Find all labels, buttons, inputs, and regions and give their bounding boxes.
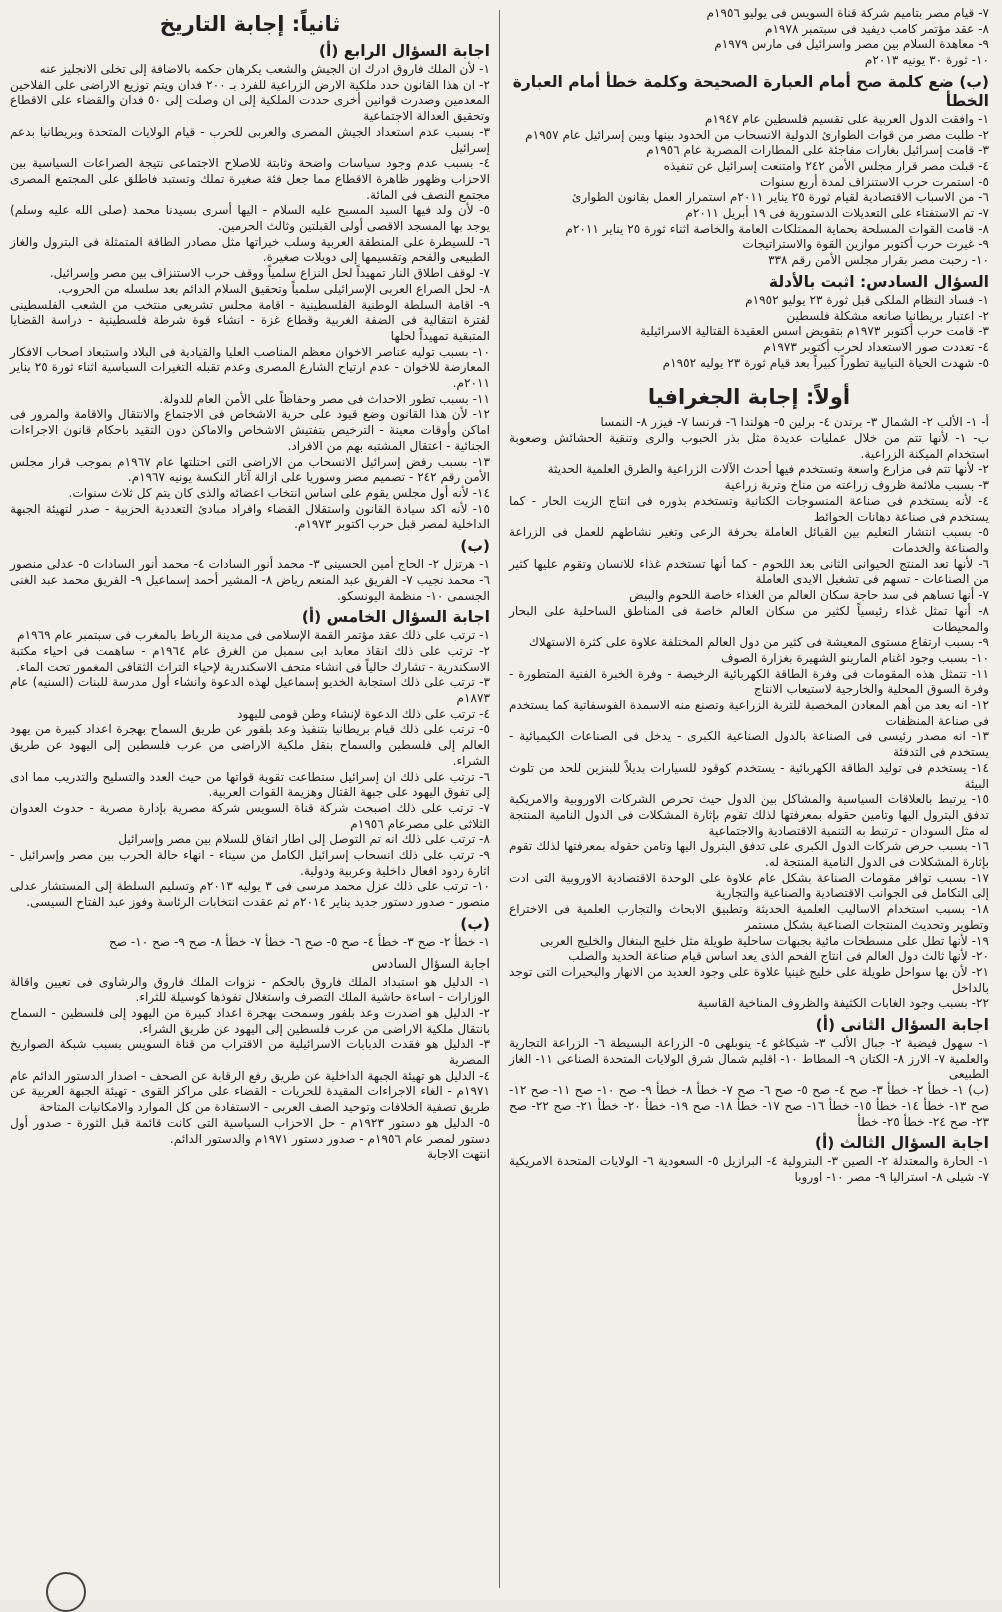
list-item: ٤- لأنه يستخدم فى صناعة المنسوجات الكتانية وتستخدم بذوره فى انتاج الزيت الحار - كما يستخدم فى صناعة دهانات الحوائط [509, 493, 989, 524]
list-item: ١٠- ثورة ٣٠ يونيه ٢٠١٣م [864, 53, 989, 68]
list-item: ١١- تتمثل هذه المقومات فى وفرة الطاقة الكهربائية الرخيصة - وفرة الخبرة الفنية المتطورة - وفرة السوق المحلية والخارجية لاستيعاب الانتاج [509, 666, 989, 697]
list-item: ١- الدليل هو استبداد الملك فاروق بالحكم - نزوات الملك فاروق والرشاوى فى تعيين واقالة الوزارات - اساءة حاشية الملك التصرف واستغلال نفوذها كوسيلة للثراء. [10, 974, 490, 1005]
list-item: ٤- تعددت صور الاستعداد لحرب أكتوبر ١٩٧٣م [763, 339, 989, 354]
list-item: ١٠- بسبب توليه عناصر الاخوان معظم المناصب العليا والقيادية فى البلاد واستبعاد اصحاب الافكار المعارضة للاخوان - عدم ارتياح الشارع المصرى وعدم تقبله التغيرات السياسية اثناء ثورة ٢٥ يناير ٢٠١١م. [10, 344, 490, 391]
list-item: ١- هرتزل ٢- الحاج أمين الحسينى ٣- محمد أنور السادات ٤- محمد أنور السادات ٥- عدلى منصور ٦- محمد نجيب ٧- الفريق عبد المنعم رياض ٨- المشير أحمد إسماعيل ٩- الفريق محمد عبد الغنى الجسمى ١٠- منظمة اليونسكو. [10, 557, 491, 603]
list-item: ٣- بسبب ملائمة ظروف زراعته من مناخ وتربة زراعية [724, 478, 989, 493]
geography-section-title: أولاً: إجابة الجغرافيا [647, 385, 851, 410]
q5b-heading: (ب) [460, 914, 490, 933]
q4-list [10, 62, 490, 533]
list-item: ٣- قامت إسرائيل بغارات مفاجئة على المطارات المصرية عام ١٩٥٦م [646, 143, 989, 158]
history-section-title: ثانياً: إجابة التاريخ [159, 12, 341, 36]
q2-list [509, 1036, 989, 1130]
list-item: ٦- من الاسباب الاقتصادية لقيام ثورة ٢٥ يناير ٢٠١١م استمرار العمل بقانون الطوارئ [571, 190, 989, 205]
list-item: أ- ١- الألب ٢- الشمال ٣- برندن ٤- برلين ٥- هولندا ٦- فرنسا ٧- فيزر ٨- النمسا [600, 415, 989, 430]
list-item: ٩- اقامة السلطة الوطنية الفلسطينية - اقامة مجلس تشريعى منتخب من الشعب الفلسطينى لفترة انتقالية فى الضفة الغربية وقطاع غزة - انشاء قوة شرطة فلسطينية - دراسة القضايا المتبقية تمهيداً لحلها [10, 297, 490, 343]
list-item: ٢- لأنها تتم فى مزارع واسعة وتستخدم فيها أحدث الآلات الزراعية والطرق العلمية الحديثة [547, 462, 989, 477]
list-item: ٣- بسبب عدم استعداد الجيش المصرى والعربى للحرب - قيام الولايات المتحدة وبريطانيا بدعم إسرائيل [10, 124, 490, 155]
list-item: ٧- تم الاستفتاء على التعديلات الدستورية فى ١٩ أبريل ٢٠١١م [685, 206, 989, 221]
page-number-circle [46, 1572, 86, 1612]
list-item: ٣- الدليل هو فقدت الدبابات الاسرائيلية من الاقتراب من قناة السويس بسبب شبكة الصواريخ المصرية [10, 1037, 490, 1068]
list-item: ٧- أنها تساهم فى سد حاجة سكان العالم من الغذاء خاصة اللحوم والبيض [629, 588, 989, 603]
right-column [503, 6, 993, 1592]
q4b-list [10, 557, 490, 604]
list-item: ٤- قبلت مصر قرار مجلس الأمن ٢٤٢ وامتنعت إسرائيل عن تنفيذه [663, 158, 989, 173]
list-item: ٤- الدليل هو تهيئة الجبهة الداخلية عن طريق رفع الرقابة عن الصحف - اصدار الدستور الدائم عام ١٩٧١م - الغاء الاجراءات المقيدة للحريات - القضاء على مراكز القوى - تهيئة الجبهة العربية عن طريق تصفية الخلافات وتوحيد الصف العربى - الاستفادة من كل الموارد والامكانيات المتاحة [10, 1068, 490, 1115]
q6-heading: السؤال السادس: اثبت بالأدلة [768, 272, 989, 291]
list-item: ٩- بسبب ارتفاع مستوى المعيشة فى كثير من دول العالم المختلفة علاوة على كثرة الاستهلاك [528, 635, 989, 650]
list-item: ٣- قامت حرب أكتوبر ١٩٧٣م بتقويض اسس العقيدة القتالية الاسرائيلية [639, 324, 989, 339]
q4-heading: اجابة السؤال الرابع (أ) [318, 42, 490, 60]
list-item: ٨- قامت القوات المسلحة بحماية الممتلكات العامة والخاصة اثناء ثورة ٢٥ يناير ٢٠١١م [565, 221, 989, 236]
list-item: ١٤- لأنه أول مجلس يقوم على اساس انتخاب اعضائه والذى كان يتم كل ثلاث سنوات. [68, 485, 490, 500]
list-item: ١٠- بسبب وجود اغنام المارينو الشهيرة بغزارة الصوف [720, 650, 989, 665]
part-b-heading: (ب) ضع كلمة صح أمام العبارة الصحيحة وكلمة خطأ أمام العبارة الخطأ [512, 72, 989, 110]
list-item: ٣- ترتب على ذلك استجابة الخديو إسماعيل لهذه الدعوة وانشاء أول مدرسة للبنات (السنيه) عام ١٨٧٣م [10, 675, 490, 706]
geography-answers-list [509, 415, 989, 1012]
list-item: ١- الحارة والمعتدلة ٢- الصين ٣- البترولية ٤- البرازيل ٥- السعودية ٦- الولايات المتحدة الامريكية ٧- شيلى ٨- استراليا ٩- مصر ١٠- اوروبا [509, 1154, 989, 1184]
list-item: (ب) ١- خطأ ٢- خطأ ٣- صح ٤- صح ٥- صح ٦- صح ٧- خطأ ٨- خطأ ٩- صح ١٠- صح ١١- صح ١٢- صح ١٣- خطأ ١٤- خطأ ١٥- خطأ ١٦- صح ١٧- خطأ ١٨- صح ١٩- خطأ ٢٠- خطأ ٢١- صح ٢٢- صح ٢٣- صح ٢٤- خطأ ٢٥- خطأ [509, 1083, 989, 1129]
list-item: ٢- ترتب على ذلك انقاذ معابد ابى سمبل من الغرق عام ١٩٦٤م - ساهمت فى احياء مكتبة الاسكندرية - تشارك حالياً فى انشاء متحف الاسكندرية لإحياء التراث الثقافى المغمور تحت الماء. [10, 643, 490, 674]
list-item: ١٢- انه يعد من أهم المعادن المخصبة للتربة الزراعية وتصنع منه الاسمدة الفوسفاتية كما يستخدم فى صناعة المنظفات [509, 698, 989, 728]
list-item: ٨- لحل الصراع العربى الإسرائيلى سلمياً وتحقيق السلام الدائم بعد سلسله من الحروب. [57, 281, 490, 296]
list-item: ١٠- رحبت مصر بقرار مجلس الأمن رقم ٣٣٨ [768, 253, 989, 268]
list-item: ٧- لوقف اطلاق النار تمهيداً لحل النزاع سلمياً ووقف حرب الاستنزاف بين مصر وإسرائيل. [49, 266, 490, 281]
list-item: ٤- ترتب على ذلك الدعوة لإنشاء وطن قومى لليهود [237, 706, 490, 721]
top-items-list [509, 6, 989, 69]
list-item: ٧- ترتب على ذلك اصبحت شركة قناة السويس شركة مصرية بإدارة مصرية - حدوث العدوان الثلاثى على مصرعام ١٩٥٦م [10, 800, 490, 831]
list-item: ٩- ترتب على ذلك انسحاب إسرائيل الكامل من سيناء - انهاء حالة الحرب بين مصر وإسرائيل - اثارة ردود افعال داخلية وعربية ودولية. [10, 848, 490, 878]
left-column [6, 6, 496, 1592]
list-item: ١- وافقت الدول العربية على تقسيم فلسطين عام ١٩٤٧م [704, 111, 989, 126]
list-item: ٤- بسبب عدم وجود سياسات واضحة وثابتة للاصلاح الاجتماعى نتيجة الصراعات السياسية بين الاحزاب وظهور ظاهرة الاقطاع مما جعل فئة صغيرة تملك وتستبد فاطلق على المجتمع المصرى مجتمع النصف فى المائة. [10, 156, 490, 202]
list-item: ٥- ترتب على ذلك قيام بريطانيا بتنفيذ وعد بلفور عن طريق السماح بهجرة اعداد كبيرة من يهود العالم إلى فلسطين والسماح بنقل ملكية الاراضى من عرب فلسطين إلى اليهود عن طريق الشراء. [10, 722, 490, 768]
list-item: ١٩- لأنها تطل على مسطحات مائية بجبهات ساحلية طويلة مثل خليج البنغال والخليج العربى [540, 933, 989, 948]
list-item: ٢- طلبت مصر من قوات الطوارئ الدولية الانسحاب من الحدود بينها وبين إسرائيل عام ١٩٥٧م [525, 127, 989, 142]
list-item: ٢- ان هذا القانون حدد ملكية الارض الزراعية للفرد بـ ٢٠٠ فدان ويتم توزيع الاراضى على الفلاحين المعدمين وصدرت قوانين أخرى حددت الملكية إلى ان وصلت إلى ٥٠ فدان والقضاء على الاقطاع وتحقيق العدالة الاجتماعية [10, 77, 490, 124]
list-item: ٧- قيام مصر بتاميم شركة قناة السويس فى يوليو ١٩٥٦م [706, 6, 989, 20]
list-item: ٥- بسبب انتشار التعليم بين القبائل العاملة بحرفة الرعى وتغير نشاطهم للعمل فى الزراعة والصناعة والخدمات [509, 525, 989, 555]
list-item: ١- ترتب على ذلك عقد مؤتمر القمة الإسلامى فى مدينة الرباط بالمغرب فى سبتمبر عام ١٩٦٩م [17, 628, 490, 643]
list-item: ٦- لأنها تعد المنتج الحيوانى الثانى بعد اللحوم - كما أنها تستخدم غذاء للانسان وتقوم عليها كثير من الصناعات - تسهم فى تشغيل الايدى العاملة [509, 556, 989, 587]
list-item: ٨- ترتب على ذلك انه تم التوصل إلى اطار اتفاق للسلام بين مصر وإسرائيل [118, 832, 490, 847]
list-item: ٢٢- بسبب وجود الغابات الكثيفة والظروف المناخية القاسية [697, 996, 989, 1011]
list-item: ١- لأن الملك فاروق ادرك ان الجيش والشعب يكرهان حكمه بالاضافة إلى تخلى الانجليز عنه [39, 62, 490, 76]
list-item: ١٣- انه مصدر رئيسى فى الصناعة بالدول الصناعية الكبرى - يدخل فى الصناعات الكيميائية - يستخدم فى التدفئة [509, 729, 989, 760]
list-item: ١١- بسبب تطور الاحداث فى مصر وحفاظاً على الأمن العام للدولة. [159, 391, 490, 406]
end-note: انتهت الاجابة [427, 1147, 490, 1162]
list-item: ٦- للسيطرة على المنطقة العربية وسلب خيراتها مثل مصادر الطاقة المتمثلة فى البترول والغاز الطبيعى والفحم وتقسيمها إلى دويلات صغيرة. [10, 234, 490, 265]
list-item: ١٣- بسبب رفض إسرائيل الانسحاب من الاراضى التى احتلتها عام ١٩٦٧م بموجب قرار مجلس الأمن رقم ٢٤٢ - تصميم مصر وسوريا على ازالة آثار النكسة يونيه ١٩٦٧م. [10, 454, 490, 485]
list-item: ٥- شهدت الحياة النيابية تطوراً كبيراً بعد قيام ثورة ٢٣ يوليه ١٩٥٢م [662, 355, 989, 370]
q5b-list [10, 935, 490, 951]
part-b-list [509, 112, 989, 269]
list-item: ٥- الدليل هو دستور ١٩٢٣م - حل الاحزاب السياسية التى كانت قائمة قبل الثورة - صدور أول دستور لمصر عام ١٩٥٦م - صدور دستور ١٩٧١م والدستور الدائم. [10, 1115, 491, 1146]
list-item: ب- ١- لأنها تتم من خلال عمليات عديدة مثل بذر الحبوب والرى وتنقية الحشائش وصعوبة استخدام الميكنة الزراعية. [509, 431, 990, 461]
column-divider [499, 10, 500, 1588]
q6-answers-list [10, 975, 490, 1148]
list-item: ١٤- يستخدم فى توليد الطاقة الكهربائية - يستخدم كوقود للسيارات بديلاً للبنزين للحد من تلوث البيئة [509, 760, 989, 791]
q5-list [10, 628, 490, 911]
list-item: ٢- الدليل هو اصدرت وعد بلفور وسمحت بهجرة اعداد كبيرة من اليهود إلى فلسطين - السماح بانتقال ملكية الاراضى من عرب فلسطين إلى اليهود عن طريق الشراء. [10, 1005, 490, 1036]
list-item: ٦- ترتب على ذلك ان إسرائيل ستطاعت تقوية قواتها من حيث العدد والتسليح والتدريب مما ادى إلى تفوق اليهود على جبهة القتال وهزيمة القوات العربية. [10, 769, 490, 800]
q3-list [509, 1154, 989, 1185]
list-item: ١- خطأ ٢- صح ٣- خطأ ٤- صح ٥- صح ٦- خطأ ٧- خطأ ٨- صح ٩- صح ١٠- صح [108, 934, 490, 949]
list-item: ٩- معاهدة السلام بين مصر واسرائيل فى مارس ١٩٧٩م [714, 37, 989, 52]
list-item: ٨- أنها تمثل غذاء رئيسياً لكثير من سكان العالم خاصة فى المناطق الساحلية على البحار والمحيطات [509, 603, 989, 634]
list-item: ٩- غيرت حرب أكتوبر موازين القوة والاستراتيجات [742, 237, 989, 252]
list-item: ١٦- بسبب حرص شركات الدول الكبرى على تدفق البترول اليها وتامن حقوله بمعرفتها لذلك تقوم بإثارة المشكلات فى الدول النامية المنتجة له. [509, 839, 989, 870]
q4b-heading: (ب) [460, 537, 490, 556]
list-item: ١٨- بسبب استخدام الاساليب العلمية الحديثة وتطبيق الابحاث والتجارب العلمية فى الاختراع وتطوير وتحديث المنتجات الصناعية بشكل مستمر [509, 902, 989, 932]
list-item: ١٧- بسبب توافر مقومات الصناعة بشكل عام علاوة على الوحدة الاقتصادية الاوروبية التى ادت إلى التكامل فى الجوانب الاقتصادية والصناعية والتجارية [509, 870, 989, 901]
list-item: ٢٠- لأنها ثالث دول العالم فى انتاج الفحم الذى يعد اساس قيام صناعة الحديد والصلب [568, 949, 989, 964]
list-item: ١٢- لأن هذا القانون وضع قيود على حرية الاشخاص فى الاجتماع والانتقال والاقامة والمرور فى اماكن وأوقات معينة - الترخيص بتفتيش الاشخاص والاماكن دون التقيد باحكام قانون الاجراءات الجنائية - اعتقال المشتبه بهم من الافراد. [10, 407, 490, 453]
list-item: ١٥- يرتبط بالعلاقات السياسية والمشاكل بين الدول حيث تحرص الشركات الاوروبية والامريكية تدفق البترول اليها وتامين حقوله بمعرفتها لذلك تقوم بإثارة المشكلات فى الدول النامية المنتجة له مثل السودان - ترتبط به التنمية الاقتصادية والاجتماعية [509, 792, 989, 838]
q2-heading: اجابة السؤال الثانى (أ) [815, 1016, 989, 1035]
list-item: ١٥- لأنه اكد سيادة القانون واستقلال القضاء وافراد مبادئ التعددية الحزبية - صدر لتهيئة الجبهة الداخلية لمصر قبل حرب اكتوبر ١٩٧٣م. [10, 501, 490, 532]
q5-heading: اجابة السؤال الخامس (أ) [301, 608, 490, 627]
list-item: ٥- استمرت حرب الاستنزاف لمدة أربع سنوات [759, 174, 989, 189]
list-item: ١- سهول فيضية ٢- جبال الألب ٣- شيكاغو ٤- ينوبلهى ٥- الزراعة البسيطة ٦- الزراعة التجارية والعلمية ٧- الارز ٨- الكتان ٩- المطاط ١٠- اقليم شمال شرق الولايات المتحدة الصناعى ١١- الغاز الطبيعى [509, 1036, 990, 1082]
q6-answers-heading: اجابة السؤال السادس [371, 956, 490, 972]
list-item: ٨- عقد مؤتمر كامب ديفيد فى سبتمبر ١٩٧٨م [765, 21, 989, 36]
list-item: ٥- لأن ولد فيها السيد المسيح عليه السلام - اليها أسرى بسيدنا محمد (صلى الله عليه وسلم) يوجد بها المسجد الاقصى أولى القبلتين وثالث الحرمين. [10, 203, 490, 234]
list-item: ١٠- ترتب على ذلك عزل محمد مرسى فى ٣ يوليه ٢٠١٣م وتسليم السلطة إلى المستشار عدلى منصور - صدور دستور جديد يناير ٢٠١٤م ثم عقدت انتخابات الرئاسة وفوز عبد الفتاح السيسى. [10, 879, 490, 910]
q3-heading: اجابة السؤال الثالث (أ) [814, 1134, 989, 1153]
list-item: ١- فساد النظام الملكى قبل ثورة ٢٣ يوليو ١٩٥٢م [745, 292, 989, 307]
q6-list [509, 293, 989, 372]
list-item: ٢- اعتبار بريطانيا صانعه مشكلة فلسطين [786, 308, 989, 323]
list-item: ٢١- لأن بها سواحل طويلة على خليج غينيا علاوة على وجود العديد من الانهار والبحيرات التى توجد بالداخل [509, 964, 989, 995]
